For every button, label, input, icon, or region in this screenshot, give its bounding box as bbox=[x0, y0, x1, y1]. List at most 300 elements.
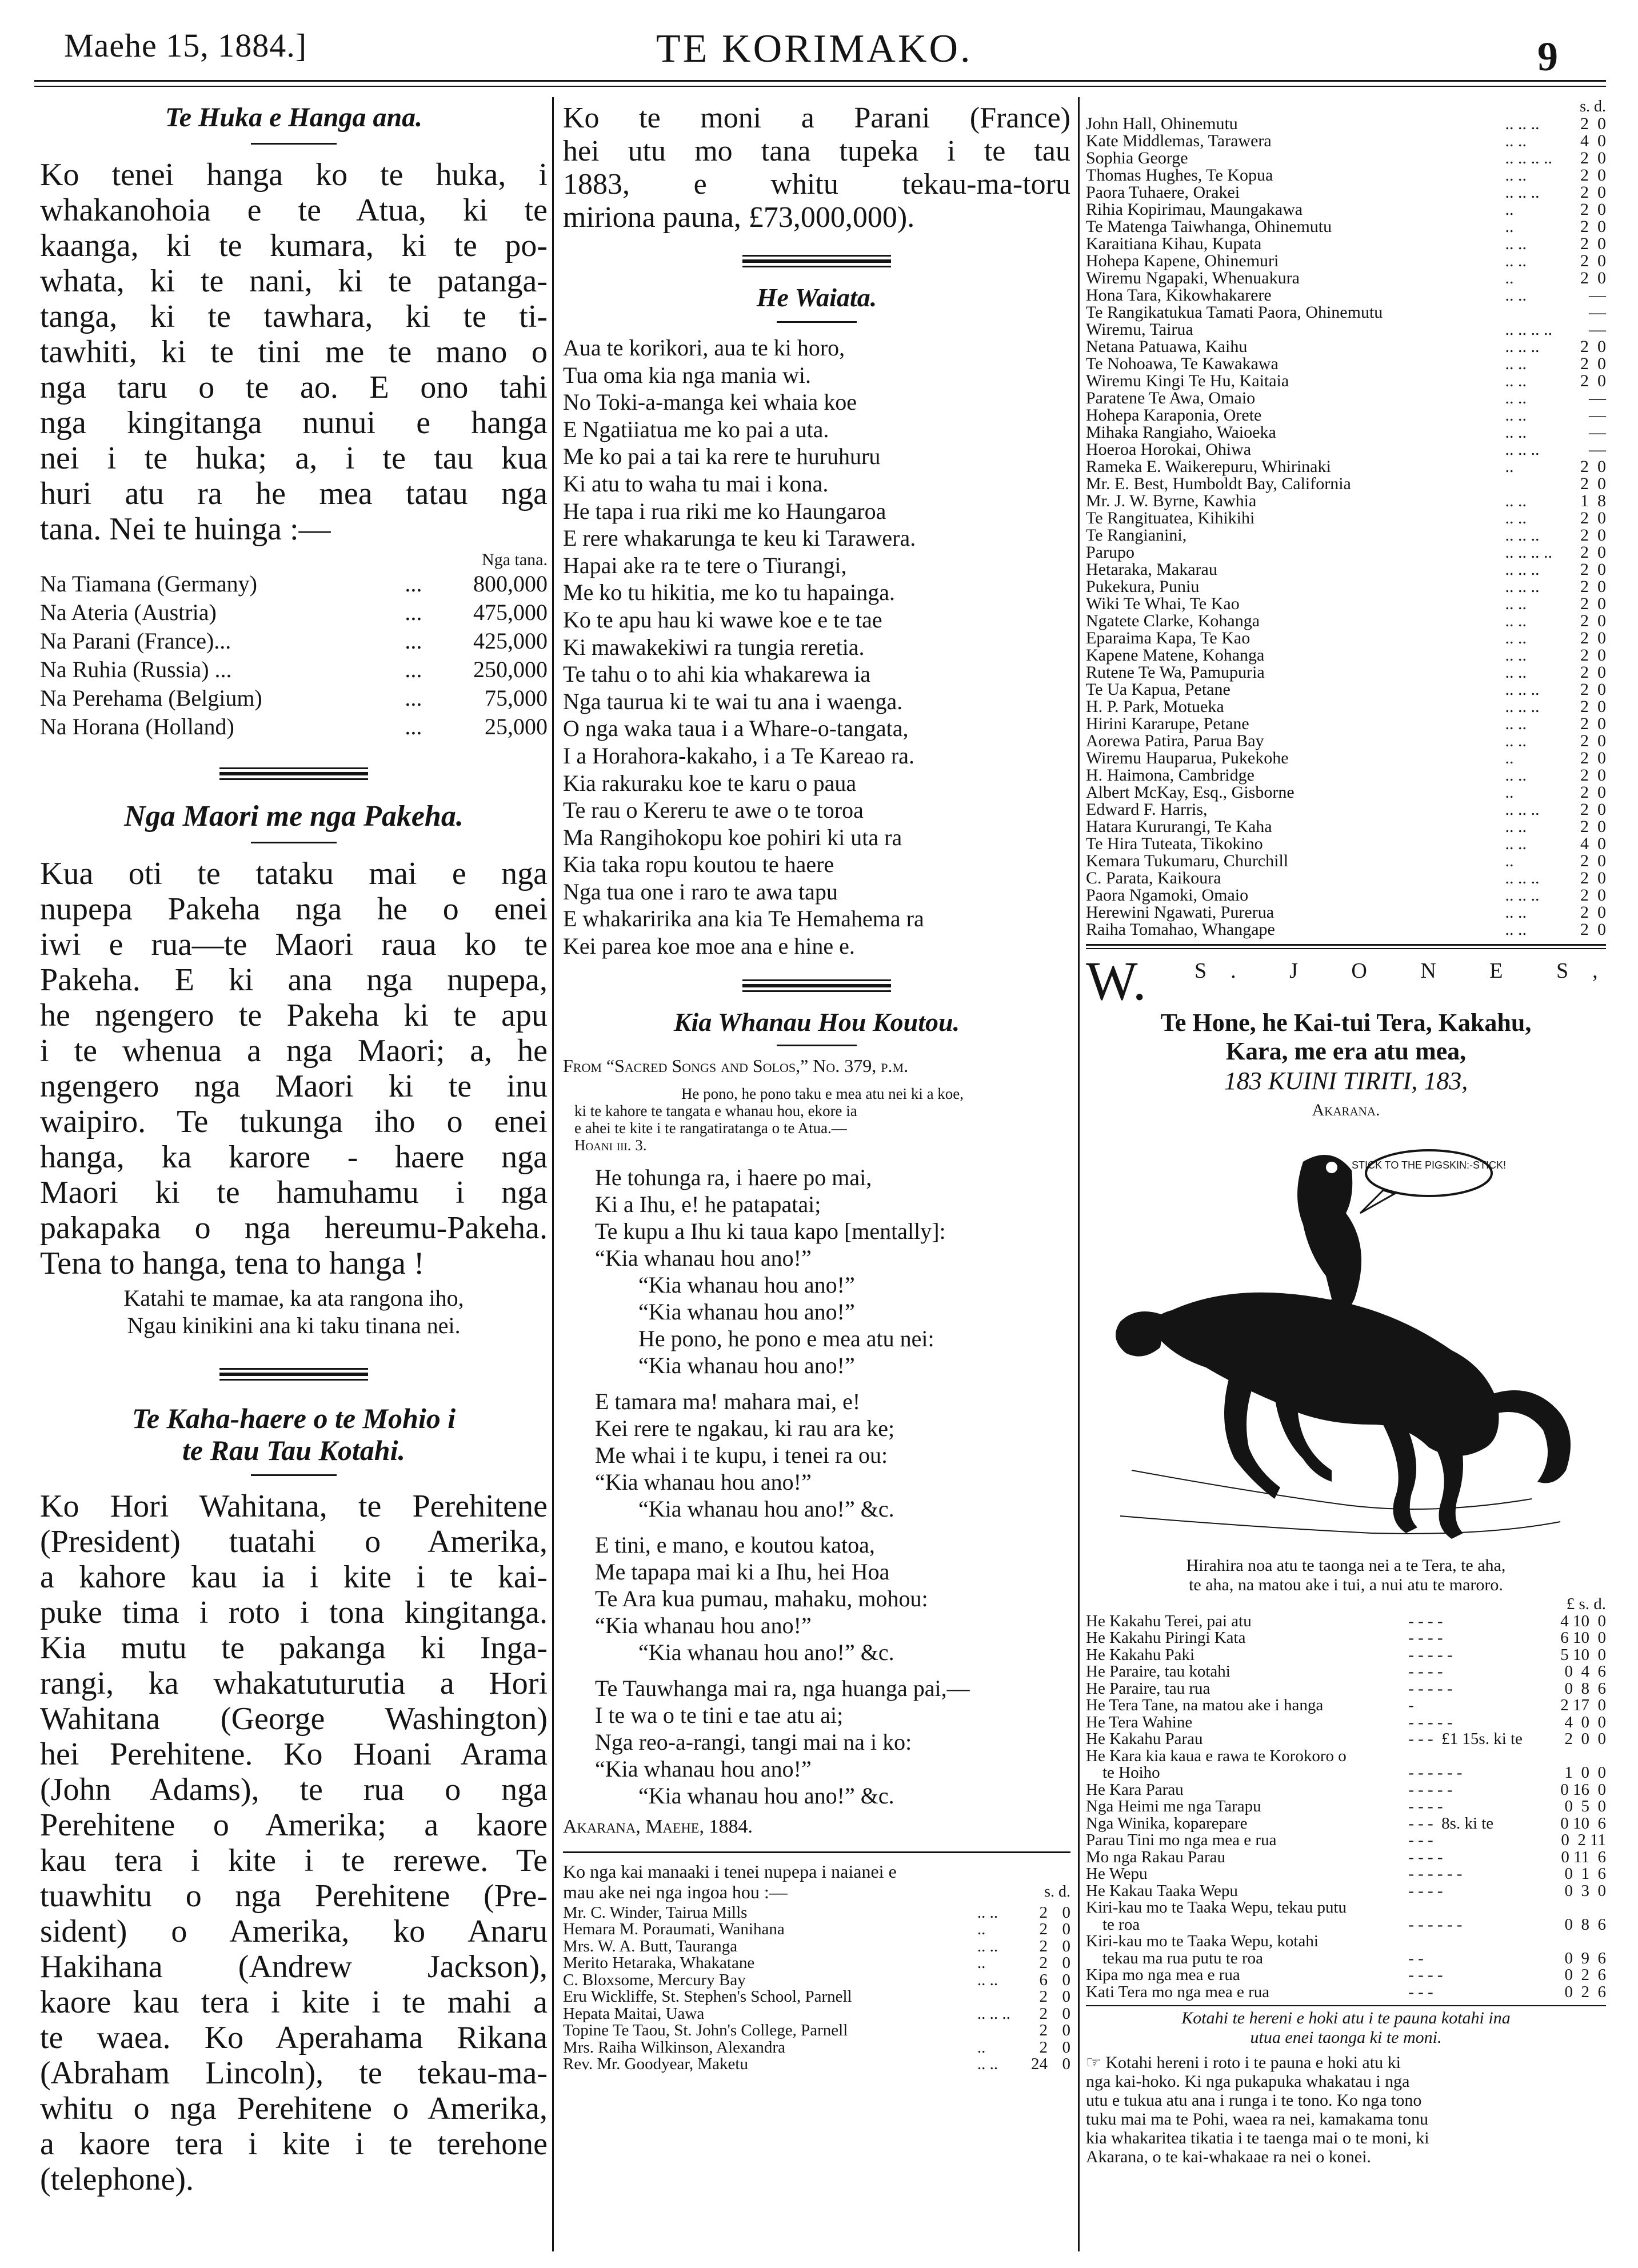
kaha-line: a kahore kau ia i kite i te kai- bbox=[40, 1559, 548, 1595]
verse-line: Ngau kinikini ana ki taku tinana nei. bbox=[127, 1313, 461, 1338]
footer-line: kia whakaritea tikatia i te taenga mai o te moni, ki bbox=[1086, 2129, 1429, 2147]
leader-dashes: - - - - bbox=[1408, 1847, 1443, 1866]
shillings: 2 bbox=[1580, 577, 1589, 596]
price-value: 0 3 0 bbox=[1564, 1881, 1606, 1900]
pence: 0 bbox=[1597, 474, 1606, 493]
leader-dashes: - - bbox=[1408, 1949, 1424, 1967]
leader-dots: .. bbox=[1505, 200, 1514, 219]
kaha-line: a kaore tera i kite i te terehone bbox=[40, 2126, 548, 2162]
kaha-line: Hakihana (Andrew Jackson), bbox=[40, 1949, 548, 1985]
advert-rule-top bbox=[1086, 944, 1606, 946]
price-value: 0 4 6 bbox=[1564, 1662, 1606, 1681]
subscriber-name: Rutene Te Wa, Pamupuria bbox=[1086, 663, 1265, 682]
column-divider-2 bbox=[1078, 97, 1080, 2251]
maori-line: Maori ki te hamuhamu i nga bbox=[40, 1175, 548, 1210]
leader-dots: .. .. bbox=[1505, 131, 1527, 150]
kaha-line: tuawhitu o nga Perehitene (Pre- bbox=[40, 1878, 548, 1914]
table-row bbox=[1086, 407, 1606, 424]
subscriber-name: Hohepa Kapene, Ohinemuri bbox=[1086, 251, 1279, 270]
leader-dots: .. .. bbox=[1505, 903, 1527, 922]
subscriber-name: Ngatete Clarke, Kohanga bbox=[1086, 611, 1260, 630]
maori-verse bbox=[40, 1285, 548, 1339]
table-row bbox=[40, 655, 548, 684]
epigraph-line: He pono, he pono taku e mea atu nei ki a koe, bbox=[681, 1085, 964, 1102]
table-row bbox=[1086, 664, 1606, 681]
leader-dots: .. .. bbox=[1505, 766, 1527, 785]
leader-dots: .. .. .. .. bbox=[1505, 149, 1552, 167]
subscriber-name: John Hall, Ohinemutu bbox=[1086, 114, 1238, 133]
table-row bbox=[1086, 270, 1606, 287]
huka-body bbox=[40, 157, 548, 547]
huka-line: nga kingitanga nunui e hanga bbox=[40, 405, 548, 441]
unit-header: Nga tana. bbox=[482, 550, 548, 569]
subscriber-name: Karaitiana Kihau, Kupata bbox=[1086, 234, 1262, 253]
price-value: 1 0 0 bbox=[1564, 1763, 1606, 1782]
table-row bbox=[1086, 1832, 1606, 1849]
parani-body bbox=[563, 102, 1070, 234]
shillings: 2 bbox=[1580, 869, 1589, 887]
table-row bbox=[563, 2006, 1070, 2023]
pence: 0 bbox=[1597, 509, 1606, 527]
price-value bbox=[1549, 1748, 1606, 1765]
leader-dots: .. .. .. bbox=[1505, 526, 1540, 545]
table-row bbox=[1086, 715, 1606, 733]
table-row bbox=[1086, 115, 1606, 133]
advert-address: 183 KUINI TIRITI, 183, bbox=[1224, 1067, 1468, 1095]
table-row bbox=[1086, 750, 1606, 767]
table-row bbox=[1086, 1714, 1606, 1731]
shillings: 2 bbox=[1580, 234, 1589, 253]
pence: 0 bbox=[1597, 920, 1606, 939]
price-value: 0 1 6 bbox=[1564, 1865, 1606, 1883]
shillings: 2 bbox=[1580, 371, 1589, 390]
pence: 0 bbox=[1062, 2038, 1070, 2057]
subscriber-name: Te Ua Kapua, Petane bbox=[1086, 680, 1231, 699]
waiata-line: E whakaririka ana kia Te Hemahema ra bbox=[563, 906, 924, 932]
price-item: He Tera Tane, na matou ake i hanga bbox=[1086, 1696, 1324, 1714]
table-row bbox=[1086, 150, 1606, 167]
waiata-line: Ma Rangihokopu koe pohiri ki uta ra bbox=[563, 824, 902, 850]
subscriber-name: Te Hira Tuteata, Tikokino bbox=[1086, 834, 1263, 853]
price-value: 0 2 6 bbox=[1564, 1982, 1606, 2001]
shillings: 2 bbox=[1039, 2038, 1048, 2057]
pence: 0 bbox=[1597, 903, 1606, 922]
table-row bbox=[1086, 304, 1606, 321]
waiata-line: Kei parea koe moe ana e hine e. bbox=[563, 933, 855, 959]
price-item: He Kara Parau bbox=[1086, 1780, 1184, 1799]
table-row bbox=[1086, 1647, 1606, 1664]
advert-rule-bottom bbox=[1086, 948, 1606, 949]
leader-dots: .. .. bbox=[1505, 423, 1527, 442]
table-row bbox=[1086, 801, 1606, 818]
country: Na Ruhia (Russia) ... bbox=[40, 657, 232, 682]
whanau-heading: Kia Whanau Hou Koutou. bbox=[673, 1007, 960, 1037]
leader-dashes bbox=[1408, 1933, 1549, 1950]
hymn-line: “Kia whanau hou ano!” bbox=[638, 1352, 855, 1378]
leader-dots: .. .. bbox=[1505, 594, 1527, 613]
subscriber-name: Hetaraka, Makarau bbox=[1086, 560, 1217, 579]
hymn-line: “Kia whanau hou ano!” bbox=[595, 1755, 812, 1782]
tonnage: 75,000 bbox=[485, 685, 548, 711]
leader-dots: .. .. .. bbox=[1505, 337, 1540, 356]
price-item: Kati Tera mo nga mea e rua bbox=[1086, 1982, 1270, 2001]
shillings: 2 bbox=[1039, 1903, 1048, 1922]
pence: 0 bbox=[1597, 217, 1606, 236]
price-value: 0 11 6 bbox=[1561, 1847, 1606, 1866]
subscriber-name: Wiremu Kingi Te Hu, Kaitaia bbox=[1086, 371, 1289, 390]
shillings: 2 bbox=[1580, 731, 1589, 750]
leader-dots: .. bbox=[1505, 783, 1514, 802]
leader-dots: ... bbox=[405, 599, 422, 625]
pence: 0 bbox=[1597, 851, 1606, 870]
shillings: 2 bbox=[1580, 920, 1589, 939]
shillings: 2 bbox=[1580, 817, 1589, 836]
pence: 0 bbox=[1597, 526, 1606, 545]
table-row bbox=[40, 713, 548, 741]
donor-name: Hepata Maitai, Uawa bbox=[563, 2004, 705, 2023]
leader-dots bbox=[1505, 475, 1572, 493]
pence: 0 bbox=[1597, 800, 1606, 819]
leader-dots: .. bbox=[1505, 457, 1514, 476]
subscriber-name: Eparaima Kapa, Te Kao bbox=[1086, 629, 1251, 647]
price-rule bbox=[1086, 2005, 1606, 2006]
huka-line: tana. Nei te huinga :— bbox=[40, 511, 331, 547]
price-item: He Kakau Taaka Wepu bbox=[1086, 1881, 1238, 1900]
table-row bbox=[1086, 355, 1606, 373]
footer-line: nga kai-hoko. Ki nga pukapuka whakatau i nga bbox=[1086, 2072, 1410, 2091]
subscriber-name: Edward F. Harris, bbox=[1086, 800, 1208, 819]
epigraph-line: Hoani iii. 3. bbox=[574, 1136, 647, 1154]
pence: 0 bbox=[1597, 577, 1606, 596]
pence: 0 bbox=[1597, 886, 1606, 905]
leader-dots bbox=[977, 2022, 1025, 2039]
pence: 0 bbox=[1597, 783, 1606, 802]
pence: 0 bbox=[1062, 1954, 1070, 1973]
leader-dots: .. bbox=[1505, 269, 1514, 287]
leader-dots: ... bbox=[405, 571, 422, 597]
shillings: 2 bbox=[1580, 766, 1589, 785]
leader-dots: .. .. bbox=[1505, 286, 1527, 305]
pence: 0 bbox=[1062, 2055, 1070, 2074]
maori-line: hanga, ka karore - haere nga bbox=[40, 1139, 548, 1175]
waiata-line: Hapai ake ra te tere o Tiurangi, bbox=[563, 552, 847, 578]
donor-name: Rev. Mr. Goodyear, Maketu bbox=[563, 2055, 748, 2074]
leader-dashes: - - - - - - bbox=[1408, 1763, 1463, 1782]
waiata-line: Kia rakuraku koe te karu o paua bbox=[563, 770, 857, 796]
table-row bbox=[1086, 1663, 1606, 1681]
column-2 bbox=[563, 102, 1070, 2073]
waiata-line: Kia taka ropu koutou te haere bbox=[563, 851, 834, 878]
price-value: 0 10 6 bbox=[1560, 1814, 1606, 1833]
table-row bbox=[1086, 321, 1606, 338]
hymn-line: “Kia whanau hou ano!” &c. bbox=[638, 1495, 894, 1522]
pence: 0 bbox=[1597, 251, 1606, 270]
waiata-line: Te rau o Kereru te awe o te toroa bbox=[563, 797, 864, 823]
shillings: 2 bbox=[1580, 697, 1589, 716]
leader-dashes: - - - - - - bbox=[1408, 1865, 1463, 1883]
subscriber-name: Hirini Kararupe, Petane bbox=[1086, 714, 1249, 733]
pence: 0 bbox=[1597, 817, 1606, 836]
shillings: 2 bbox=[1580, 269, 1589, 287]
short-rule bbox=[777, 321, 857, 323]
hymn-line: Me tapapa mai ki a Ihu, hei Hoa bbox=[595, 1558, 890, 1585]
subscriber-name: Parupo bbox=[1086, 543, 1134, 562]
subscriber-name: Paratene Te Awa, Omaio bbox=[1086, 389, 1256, 407]
table-row bbox=[40, 684, 548, 713]
table-row bbox=[563, 1921, 1070, 1938]
pence: 0 bbox=[1062, 1903, 1070, 1922]
table-row bbox=[1086, 201, 1606, 218]
hymn-line: “Kia whanau hou ano!” bbox=[595, 1469, 812, 1495]
huka-line: nei i te huka; a, i te tau kua bbox=[40, 441, 548, 476]
column-1 bbox=[40, 102, 548, 2197]
pence: 0 bbox=[1597, 697, 1606, 716]
pence: 0 bbox=[1062, 1987, 1070, 2006]
leader-dots: .. .. .. .. bbox=[1505, 543, 1552, 562]
advert-trade bbox=[1086, 1009, 1606, 1066]
stanza bbox=[595, 1531, 1070, 1666]
leader-dots: .. .. bbox=[1505, 234, 1527, 253]
leader-dots: .. .. .. bbox=[1505, 680, 1540, 699]
shillings: 2 bbox=[1580, 166, 1589, 185]
parani-line: miriona pauna, £73,000,000). bbox=[563, 201, 915, 234]
subscriber-name: Te Matenga Taiwhanga, Ohinemutu bbox=[1086, 217, 1332, 236]
shillings: 1 bbox=[1580, 491, 1589, 510]
subscriber-name: Rihia Kopirimau, Maungakawa bbox=[1086, 200, 1303, 219]
leader-dots: .. .. bbox=[1505, 629, 1527, 647]
price-item: He Kakahu Piringi Kata bbox=[1086, 1629, 1246, 1647]
price-value: 4 10 0 bbox=[1560, 1611, 1606, 1630]
price-value bbox=[1549, 1933, 1606, 1950]
leader-dots: .. .. bbox=[1505, 491, 1527, 510]
shillings: 2 bbox=[1580, 183, 1589, 202]
waiata-line: Me ko pai a tai ka rere te huruhuru bbox=[563, 443, 881, 470]
pence: 0 bbox=[1597, 680, 1606, 699]
leader-dots: ... bbox=[405, 628, 422, 654]
price-item: Nga Winika, koparepare bbox=[1086, 1814, 1248, 1833]
pence: 0 bbox=[1597, 560, 1606, 579]
shillings: 2 bbox=[1580, 457, 1589, 476]
hymn-epigraph bbox=[563, 1085, 1070, 1154]
page-number: 9 bbox=[1537, 34, 1558, 79]
leader-dots: ... bbox=[405, 685, 422, 711]
pence: 0 bbox=[1597, 543, 1606, 562]
hymn-line: “Kia whanau hou ano!” &c. bbox=[638, 1639, 894, 1665]
shillings: 2 bbox=[1580, 149, 1589, 167]
price-item: Nga Heimi me nga Tarapu bbox=[1086, 1797, 1261, 1815]
leader-dots: .. .. bbox=[977, 2055, 998, 2074]
hymn-line: E tamara ma! mahara mai, e! bbox=[595, 1388, 861, 1414]
maori-line: Pakeha. E ki ana nga nupepa, bbox=[40, 962, 548, 998]
leader-dashes: - - - - bbox=[1408, 1881, 1443, 1900]
receipts-intro bbox=[563, 1861, 1070, 1902]
subscriber-name: Paora Ngamoki, Omaio bbox=[1086, 886, 1249, 905]
table-row bbox=[1086, 1630, 1606, 1647]
shillings: 2 bbox=[1580, 543, 1589, 562]
kaha-line: Ko Hori Wahitana, te Perehitene bbox=[40, 1489, 548, 1524]
waiata-line: I a Horahora-kakaho, i a Te Kareao ra. bbox=[563, 742, 915, 769]
stanza bbox=[595, 1675, 1070, 1809]
shillings: 2 bbox=[1580, 526, 1589, 545]
leader-dots: .. .. .. bbox=[977, 2004, 1010, 2023]
hymn-line: He pono, he pono e mea atu nei: bbox=[638, 1325, 934, 1351]
leader-dots: .. bbox=[1505, 851, 1514, 870]
shillings: 2 bbox=[1580, 251, 1589, 270]
horse-illustration bbox=[1086, 1127, 1606, 1556]
table-row bbox=[1086, 510, 1606, 527]
receipts-rule bbox=[563, 1851, 1070, 1853]
table-row bbox=[563, 1938, 1070, 1955]
bucking-horse-engraving bbox=[1086, 1127, 1606, 1556]
pence: 0 bbox=[1597, 149, 1606, 167]
subscriber-name: Kapene Matene, Kohanga bbox=[1086, 646, 1265, 665]
leader-dots: .. .. bbox=[977, 1970, 998, 1989]
table-row bbox=[1086, 595, 1606, 613]
table-row bbox=[1086, 1899, 1606, 1917]
pence: 0 bbox=[1597, 594, 1606, 613]
shillings: 24 bbox=[1031, 2055, 1048, 2074]
table-row bbox=[1086, 921, 1606, 938]
leader-dashes: - - - - - bbox=[1408, 1645, 1453, 1664]
price-item: He Tera Wahine bbox=[1086, 1713, 1193, 1731]
donor-name: Topine Te Taou, St. John's College, Parnell bbox=[563, 2021, 848, 2040]
kaha-line: te waea. Ko Aperahama Rikana bbox=[40, 2020, 548, 2055]
speech-bubble-text: STICK TO THE PIGSKIN:-STICK! bbox=[1351, 1159, 1507, 1171]
table-row bbox=[40, 570, 548, 598]
table-row bbox=[40, 598, 548, 627]
hymn-line: “Kia whanau hou ano!” &c. bbox=[638, 1782, 894, 1809]
subscriber-name: Aorewa Patira, Parua Bay bbox=[1086, 731, 1264, 750]
note-line: utua enei taonga ki te moni. bbox=[1250, 2028, 1442, 2047]
advert-caption bbox=[1086, 1556, 1606, 1595]
tonnage: 25,000 bbox=[485, 714, 548, 739]
short-rule bbox=[251, 1474, 337, 1476]
pence: 0 bbox=[1597, 663, 1606, 682]
table-row bbox=[563, 2022, 1070, 2039]
sugar-table bbox=[40, 550, 548, 741]
shillings: 2 bbox=[1580, 114, 1589, 133]
leader-dots: ... bbox=[405, 657, 422, 682]
table-row bbox=[1086, 390, 1606, 407]
kaha-line: hei Perehitene. Ko Hoani Arama bbox=[40, 1737, 548, 1772]
hymn-line: Te Tauwhanga mai ra, nga huanga pai,— bbox=[595, 1675, 970, 1701]
shillings bbox=[1572, 441, 1589, 458]
table-row bbox=[1086, 1681, 1606, 1698]
caption-line: Hirahira noa atu te taonga nei a te Tera, te aha, bbox=[1186, 1556, 1506, 1575]
table-row bbox=[1086, 544, 1606, 561]
price-item: Kiri-kau mo te Taaka Wepu, kotahi bbox=[1086, 1932, 1319, 1950]
pence: 0 bbox=[1597, 714, 1606, 733]
subscriber-name: Mihaka Rangiaho, Waioeka bbox=[1086, 423, 1276, 442]
price-value: 0 2 11 bbox=[1561, 1831, 1606, 1849]
pence: 8 bbox=[1597, 491, 1606, 510]
subscriber-name: Rameka E. Waikerepuru, Whirinaki bbox=[1086, 457, 1331, 476]
leader-dashes bbox=[1408, 1899, 1549, 1917]
maori-line: Kua oti te tataku mai e nga bbox=[40, 856, 548, 891]
pence: 0 bbox=[1597, 114, 1606, 133]
shillings: 2 bbox=[1039, 1954, 1048, 1973]
subscriber-name: H. P. Park, Motueka bbox=[1086, 697, 1224, 716]
country: Na Parani (France)... bbox=[40, 628, 231, 654]
leader-dots: .. .. bbox=[1505, 611, 1527, 630]
price-item: He Kakahu Terei, pai atu bbox=[1086, 1611, 1252, 1630]
leader-dashes: - - - - bbox=[1408, 1797, 1443, 1815]
table-row bbox=[563, 2039, 1070, 2057]
footer-line: ☞ Kotahi hereni i roto i te pauna e hoki atu ki bbox=[1086, 2053, 1401, 2072]
tonnage: 800,000 bbox=[473, 571, 548, 597]
pence: 0 bbox=[1597, 354, 1606, 373]
table-row bbox=[563, 1989, 1070, 2006]
kaha-line: (Abraham Lincoln), te tekau-ma- bbox=[40, 2055, 548, 2091]
parani-line: hei utu mo tana tupeka i te tau bbox=[563, 135, 1070, 167]
hymn-line: Ki a Ihu, e! he patapatai; bbox=[595, 1191, 821, 1217]
pence: — bbox=[1589, 320, 1606, 339]
table-row bbox=[1086, 887, 1606, 904]
shillings: 2 bbox=[1580, 680, 1589, 699]
leader-dashes: - - - bbox=[1408, 1831, 1433, 1849]
huka-line: tanga, ki te tawhara, ki te ti- bbox=[40, 299, 548, 334]
subscriber-name: Mr. E. Best, Humboldt Bay, California bbox=[1086, 474, 1351, 493]
shillings: 2 bbox=[1580, 886, 1589, 905]
epigraph-line: e ahei te kite i te rangatiratanga o te Atua.— bbox=[574, 1119, 847, 1137]
price-list bbox=[1086, 1596, 1606, 2001]
shillings: 2 bbox=[1580, 783, 1589, 802]
advert-city: Akarana. bbox=[1312, 1101, 1380, 1119]
verse-line: Katahi te mamae, ka ata rangona iho, bbox=[123, 1285, 464, 1311]
table-row bbox=[1086, 493, 1606, 510]
price-item: He Paraire, tau rua bbox=[1086, 1679, 1210, 1698]
leader-dots: ... bbox=[405, 714, 422, 739]
subscriber-list bbox=[1086, 98, 1606, 938]
shillings: 2 bbox=[1580, 800, 1589, 819]
table-row bbox=[1086, 253, 1606, 270]
leader-dots: .. .. .. bbox=[1505, 440, 1540, 459]
leader-dots: .. bbox=[977, 2038, 986, 2057]
price-item: Kiri-kau mo te Taaka Wepu, tekau putu bbox=[1086, 1898, 1347, 1917]
shillings: 4 bbox=[1580, 131, 1589, 150]
shillings: 2 bbox=[1039, 2004, 1048, 2023]
maori-line: pakapaka o nga hereumu-Pakeha. bbox=[40, 1210, 548, 1246]
advert-name-line bbox=[1086, 950, 1622, 1011]
maori-line: nupepa Pakeha nga he o enei bbox=[40, 891, 548, 927]
kaha-line: puke tima i roto i tona kingitanga. bbox=[40, 1595, 548, 1630]
country: Na Horana (Holland) bbox=[40, 714, 234, 739]
subscriber-name: Te Rangianini, bbox=[1086, 526, 1187, 545]
donor-name: Eru Wickliffe, St. Stephen's School, Parnell bbox=[563, 1987, 852, 2006]
leader-dots: .. .. bbox=[1505, 371, 1527, 390]
waiata-lines bbox=[563, 334, 1070, 960]
pence: 0 bbox=[1062, 1920, 1070, 1939]
issue-date: Maehe 15, 1884.] bbox=[64, 27, 307, 64]
subscriber-name: Hona Tara, Kikowhakarere bbox=[1086, 286, 1272, 305]
maori-line: Tena to hanga, tena to hanga ! bbox=[40, 1246, 425, 1281]
donor-name: C. Bloxsome, Mercury Bay bbox=[563, 1970, 746, 1989]
stanza bbox=[595, 1388, 1070, 1522]
advert-footer bbox=[1086, 2053, 1606, 2166]
shillings: 2 bbox=[1580, 714, 1589, 733]
country: Na Perehama (Belgium) bbox=[40, 685, 262, 711]
shillings: 2 bbox=[1580, 629, 1589, 647]
table-row bbox=[1086, 613, 1606, 630]
leader-dots: .. .. bbox=[1505, 389, 1527, 407]
table-row bbox=[1086, 1950, 1606, 1967]
footer-line: tuku mai ma te Pohi, waea ra nei, kamakama tonu bbox=[1086, 2110, 1428, 2129]
leader-dashes: - - - - bbox=[1408, 1966, 1443, 1984]
kaha-heading-line: te Rau Tau Kotahi. bbox=[182, 1434, 405, 1466]
pence: 0 bbox=[1597, 183, 1606, 202]
waiata-line: Nga tua one i raro te awa tapu bbox=[563, 878, 838, 905]
masthead-title: TE KORIMAKO. bbox=[656, 27, 973, 71]
